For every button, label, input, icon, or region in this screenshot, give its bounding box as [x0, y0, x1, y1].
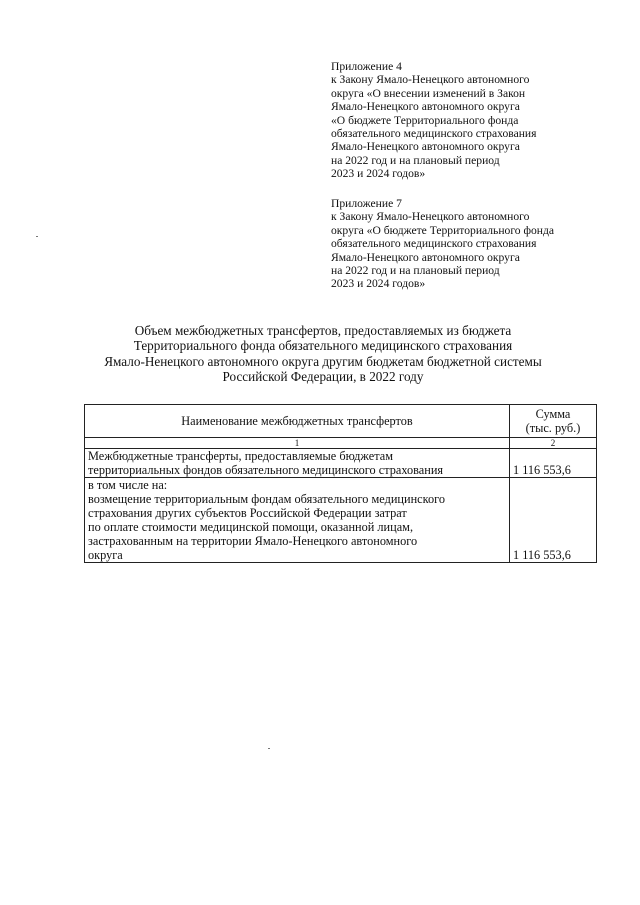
appendix-line: Приложение 4 [331, 60, 402, 73]
scan-speck [268, 748, 270, 749]
header-name-cell: Наименование межбюджетных трансфертов [85, 405, 510, 438]
appendix-line: 2023 и 2024 годов» [331, 167, 426, 181]
row-name-line: страхования других субъектов Российской Федерации затрат [88, 506, 407, 520]
title-line: Территориального фонда обязательного медицинского страхования [133, 338, 513, 354]
table-header-row [85, 405, 597, 438]
row-name-cell [85, 449, 510, 478]
row-sum-cell: 1 116 553,6 [509, 478, 596, 563]
row-name-line: территориальных фондов обязательного медицинского страхования [88, 463, 444, 477]
row-sum-cell: 1 116 553,6 [509, 449, 596, 478]
appendix-line: Приложение 7 [331, 197, 402, 210]
table-row [85, 478, 597, 563]
column-number-1: 1 [85, 438, 510, 449]
appendix-line: Ямало-Ненецкого автономного округа [331, 100, 520, 114]
column-number-row [85, 438, 597, 449]
row-name-line: в том числе на: [88, 478, 168, 492]
document-title [60, 323, 586, 384]
row-name-line: возмещение территориальным фондам обязательного медицинского [88, 492, 446, 506]
appendix-line: «О бюджете Территориального фонда [331, 113, 519, 127]
row-name-cell [85, 478, 510, 563]
appendix-line: округа «О внесении изменений в Закон [331, 86, 526, 100]
appendix-4-header [331, 60, 621, 181]
row-name-line: округа [88, 548, 123, 562]
appendix-line: к Закону Ямало-Ненецкого автономного [331, 210, 530, 224]
header-sum-unit: (тыс. руб.) [525, 421, 581, 435]
scan-speck [36, 236, 38, 237]
appendix-line: 2023 и 2024 годов» [331, 277, 426, 291]
transfers-table [84, 404, 597, 563]
appendix-line: Ямало-Ненецкого автономного округа [331, 140, 520, 154]
appendix-line: обязательного медицинского страхования [331, 127, 537, 141]
table-row [85, 449, 597, 478]
column-number-2: 2 [509, 438, 596, 449]
appendix-7-header [331, 197, 621, 291]
header-sum-cell [509, 405, 596, 438]
row-name-line: Межбюджетные трансферты, предоставляемые бюджетам [88, 449, 393, 463]
appendix-line: на 2022 год и на плановый период [331, 264, 500, 278]
header-sum-line: Сумма [535, 407, 571, 421]
row-name-line: застрахованным на территории Ямало-Ненецкого автономного [88, 534, 418, 548]
appendix-line: на 2022 год и на плановый период [331, 153, 500, 167]
appendix-line: округа «О бюджете Территориального фонда [331, 223, 555, 237]
appendix-line: обязательного медицинского страхования [331, 237, 537, 251]
row-name-line: по оплате стоимости медицинской помощи, оказанной лицам, [88, 520, 414, 534]
title-line: Российской Федерации, в 2022 году [222, 368, 424, 384]
appendix-line: к Закону Ямало-Ненецкого автономного [331, 73, 530, 87]
appendix-line: Ямало-Ненецкого автономного округа [331, 250, 520, 264]
title-line: Объем межбюджетных трансфертов, предоставляемых из бюджета [134, 323, 512, 338]
title-line: Ямало-Ненецкого автономного округа другим бюджетам бюджетной системы [104, 353, 542, 369]
